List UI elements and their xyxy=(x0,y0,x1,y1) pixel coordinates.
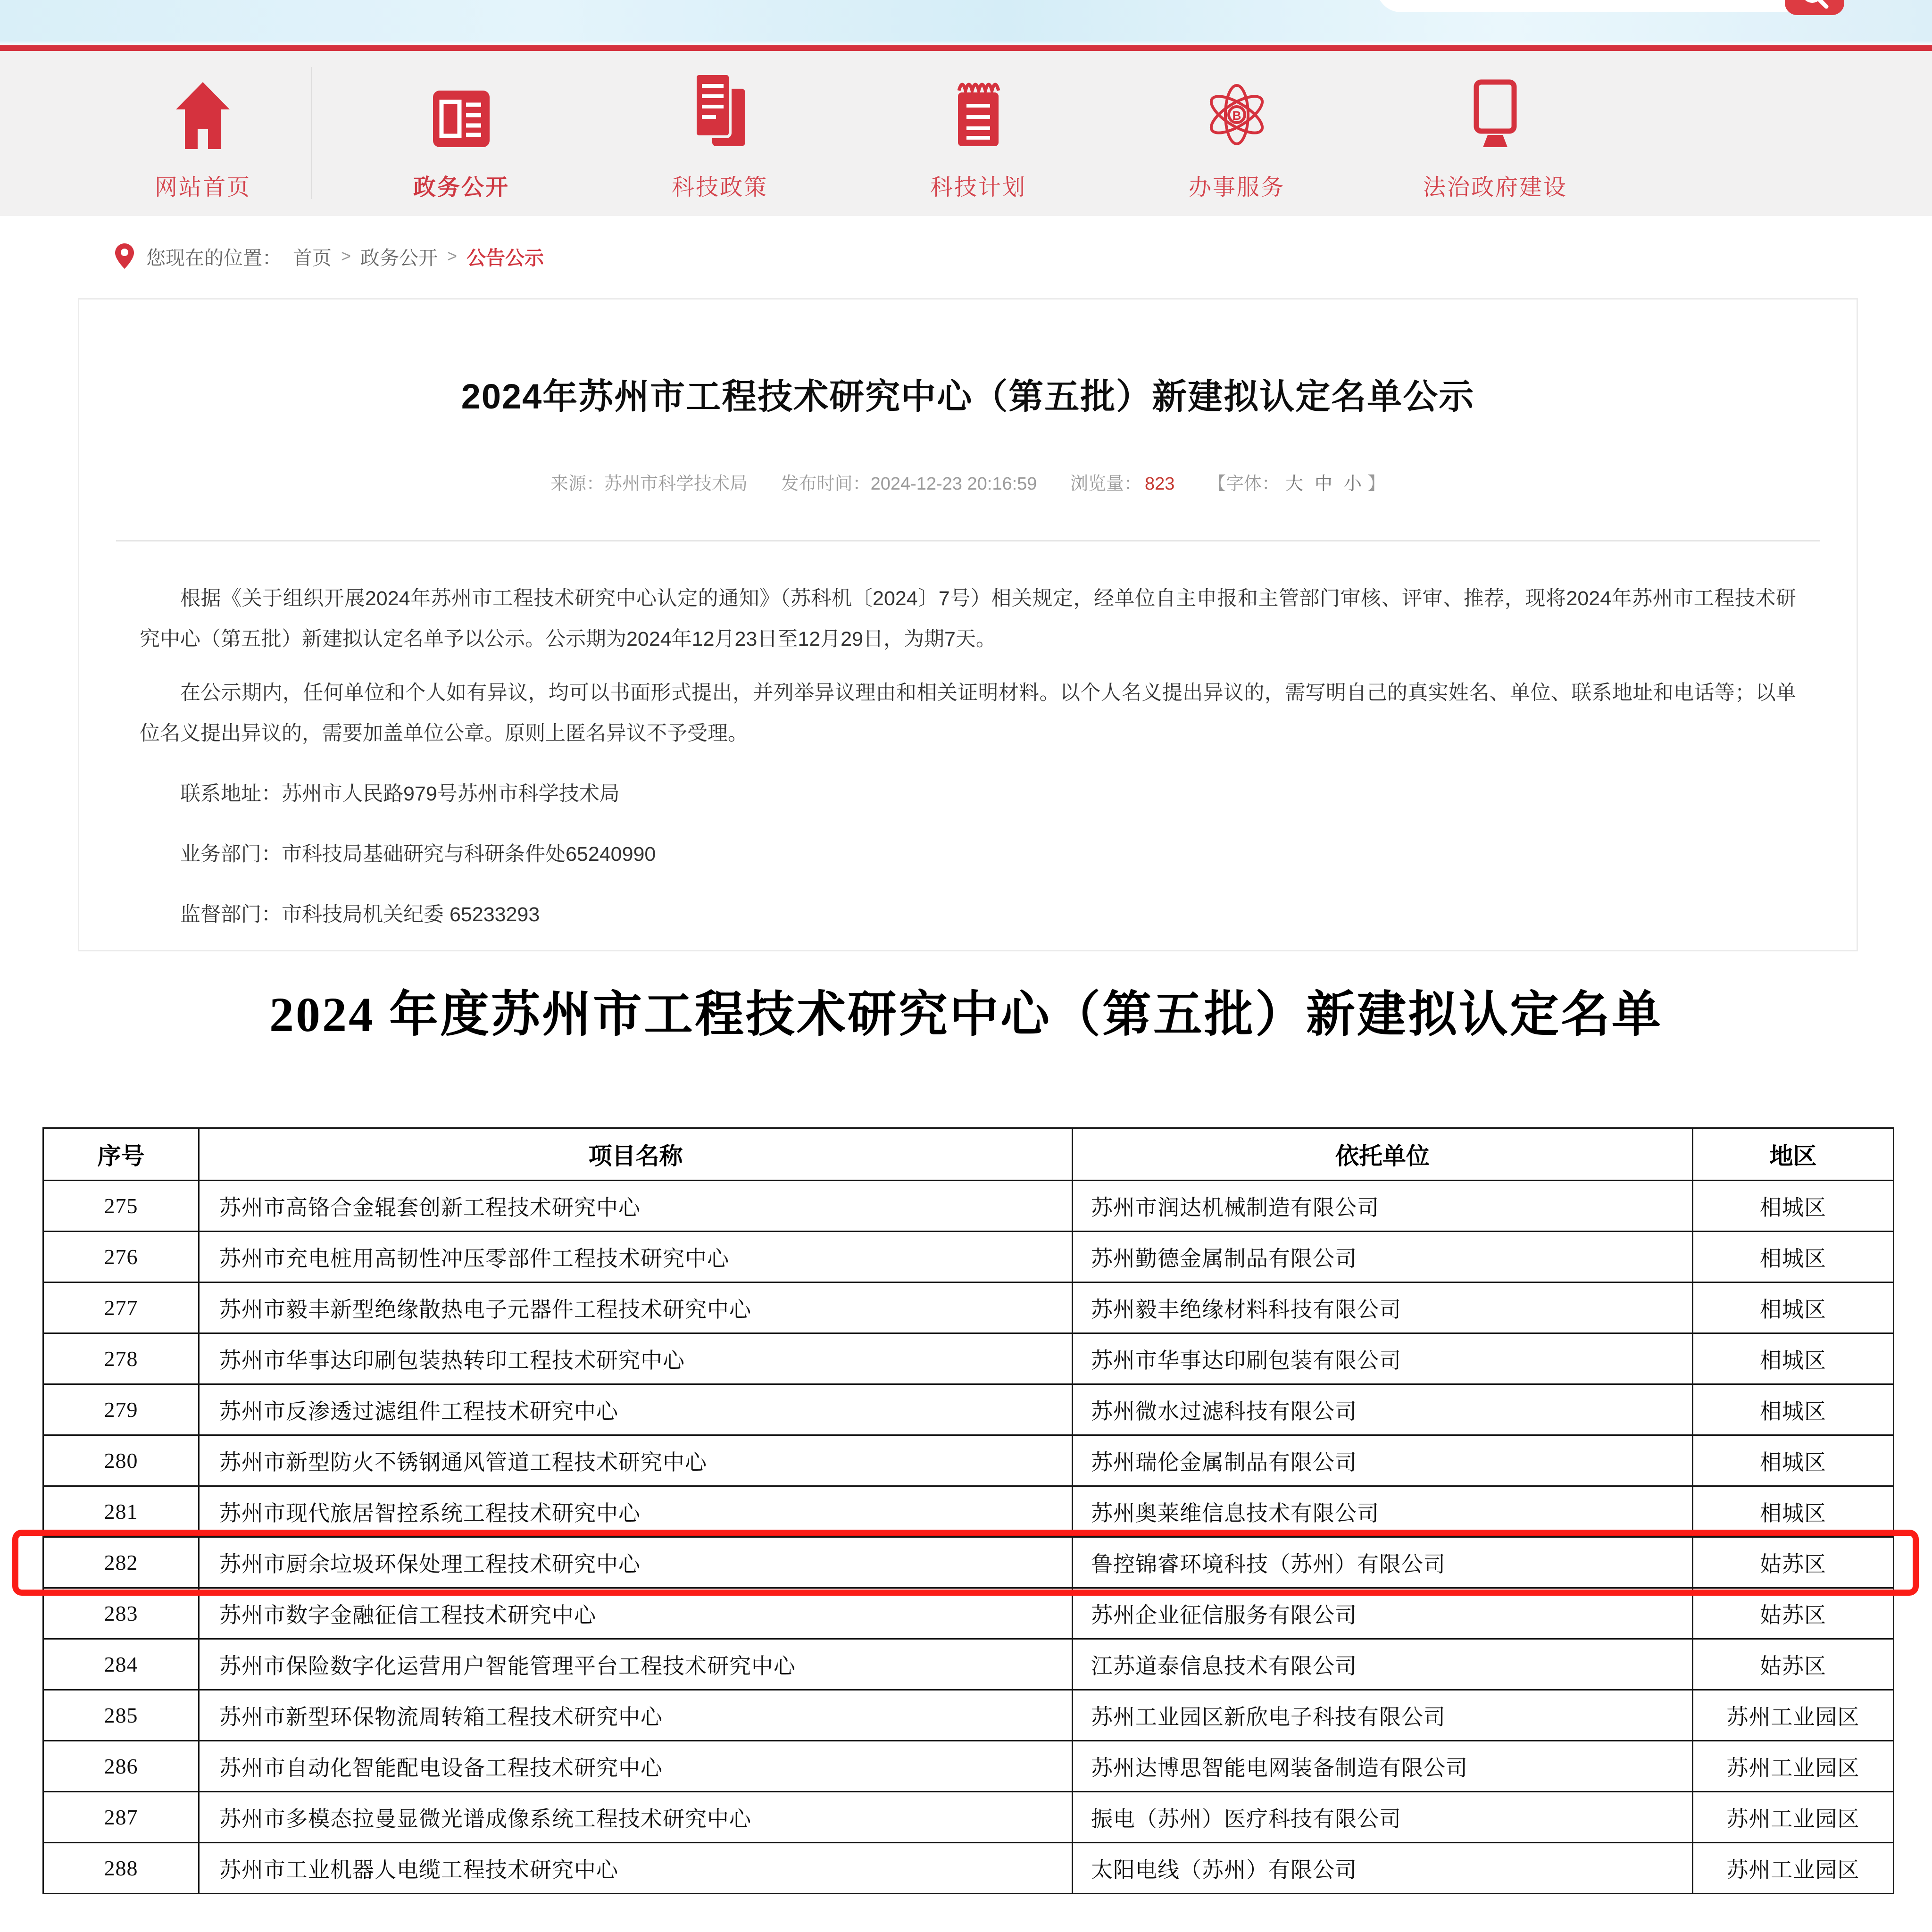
cell-project: 苏州市毅丰新型绝缘散热电子元器件工程技术研究中心 xyxy=(199,1282,1073,1333)
cell-no: 280 xyxy=(43,1435,199,1486)
cell-district: 苏州工业园区 xyxy=(1693,1741,1894,1792)
table-row xyxy=(43,1843,1894,1894)
article-title: 2024年苏州市工程技术研究中心（第五批）新建拟认定名单公示 xyxy=(461,377,1475,416)
cell-no: 277 xyxy=(43,1282,199,1333)
nav-item-tech-policy[interactable] xyxy=(591,51,849,201)
newspaper-icon xyxy=(430,72,492,150)
breadcrumb-gov-info[interactable]: 政务公开 xyxy=(360,247,438,269)
results-table xyxy=(42,1127,1894,1894)
site-header xyxy=(0,0,1932,45)
nav-item-tech-plan[interactable] xyxy=(849,51,1108,201)
cell-no: 278 xyxy=(43,1333,199,1384)
contact-address: 联系地址：苏州市人民路979号苏州市科学技术局 xyxy=(180,782,620,805)
list-heading: 2024 年度苏州市工程技术研究中心（第五批）新建拟认定名单 xyxy=(269,988,1663,1042)
cell-project: 苏州市高铬合金辊套创新工程技术研究中心 xyxy=(199,1181,1073,1232)
cell-no: 284 xyxy=(43,1639,199,1690)
breadcrumb-current: 公告公示 xyxy=(466,247,544,269)
nav-item-label: 法治政府建设 xyxy=(1423,175,1567,200)
font-size-medium-button[interactable]: 中 xyxy=(1315,474,1333,494)
table-row xyxy=(43,1181,1894,1232)
cell-district: 相城区 xyxy=(1693,1333,1894,1384)
cell-no: 281 xyxy=(43,1486,199,1537)
cell-project: 苏州市厨余垃圾环保处理工程技术研究中心 xyxy=(199,1537,1073,1588)
meta-publish-time: 发布时间：2024-12-23 20:16:59 xyxy=(781,474,1037,494)
table-row xyxy=(43,1333,1894,1384)
cell-project: 苏州市新型环保物流周转箱工程技术研究中心 xyxy=(199,1690,1073,1741)
monitor-icon xyxy=(1464,72,1526,150)
svg-text:B: B xyxy=(1232,108,1241,123)
cell-org: 振电（苏州）医疗科技有限公司 xyxy=(1073,1792,1693,1843)
table-row xyxy=(43,1741,1894,1792)
breadcrumb-separator: > xyxy=(447,246,458,266)
breadcrumb xyxy=(0,216,1932,296)
cell-org: 苏州市润达机械制造有限公司 xyxy=(1073,1181,1693,1232)
table-row xyxy=(43,1282,1894,1333)
article-paragraph: 在公示期内，任何单位和个人如有异议，均可以书面形式提出，并列举异议理由和相关证明材料。以个人名义提出异议的，需写明自己的真实姓名、单位、联系地址和电话等；以单位名义提出异议的，需要加盖单位公章。原则上匿名异议不予受理。 xyxy=(140,681,1796,745)
cell-org: 太阳电线（苏州）有限公司 xyxy=(1073,1843,1693,1894)
nav-item-gov-info[interactable] xyxy=(332,51,591,201)
search-button[interactable] xyxy=(1785,0,1844,15)
location-pin-icon xyxy=(115,243,134,269)
cell-org: 苏州企业征信服务有限公司 xyxy=(1073,1588,1693,1639)
cell-org: 苏州瑞伦金属制品有限公司 xyxy=(1073,1435,1693,1486)
cell-district: 相城区 xyxy=(1693,1282,1894,1333)
cell-org: 苏州奥莱维信息技术有限公司 xyxy=(1073,1486,1693,1537)
cell-project: 苏州市保险数字化运营用户智能管理平台工程技术研究中心 xyxy=(199,1639,1073,1690)
table-row xyxy=(43,1537,1894,1588)
cell-org: 江苏道泰信息技术有限公司 xyxy=(1073,1639,1693,1690)
cell-no: 275 xyxy=(43,1181,199,1232)
table-header-row xyxy=(43,1128,1894,1181)
nav-item-label: 科技计划 xyxy=(930,175,1026,200)
column-header-3: 地区 xyxy=(1693,1128,1894,1181)
article-meta xyxy=(79,469,1857,495)
table-row xyxy=(43,1639,1894,1690)
cell-org: 苏州毅丰绝缘材料科技有限公司 xyxy=(1073,1282,1693,1333)
main-nav xyxy=(0,51,1932,216)
cell-district: 相城区 xyxy=(1693,1232,1894,1282)
table-row xyxy=(43,1486,1894,1537)
column-header-1: 项目名称 xyxy=(199,1128,1073,1181)
cell-project: 苏州市数字金融征信工程技术研究中心 xyxy=(199,1588,1073,1639)
cell-project: 苏州市工业机器人电缆工程技术研究中心 xyxy=(199,1843,1073,1894)
nav-separator xyxy=(311,67,312,199)
breadcrumb-prefix: 您现在的位置： xyxy=(146,247,282,269)
search-input[interactable] xyxy=(1376,0,1788,12)
cell-project: 苏州市现代旅居智控系统工程技术研究中心 xyxy=(199,1486,1073,1537)
notepad-icon xyxy=(952,72,1004,150)
cell-no: 282 xyxy=(43,1537,199,1588)
cell-district: 姑苏区 xyxy=(1693,1537,1894,1588)
header-red-divider xyxy=(0,45,1932,51)
cell-org: 苏州微水过滤科技有限公司 xyxy=(1073,1384,1693,1435)
cell-district: 苏州工业园区 xyxy=(1693,1792,1894,1843)
cell-org: 苏州市华事达印刷包装有限公司 xyxy=(1073,1333,1693,1384)
cell-project: 苏州市充电桩用高韧性冲压零部件工程技术研究中心 xyxy=(199,1232,1073,1282)
nav-item-services[interactable] xyxy=(1108,51,1366,201)
table-row xyxy=(43,1384,1894,1435)
documents-icon xyxy=(691,72,748,150)
views-count: 823 xyxy=(1145,474,1175,494)
cell-no: 283 xyxy=(43,1588,199,1639)
cell-no: 285 xyxy=(43,1690,199,1741)
article-body xyxy=(140,578,1796,935)
table-row xyxy=(43,1232,1894,1282)
article-panel xyxy=(78,298,1858,951)
cell-district: 姑苏区 xyxy=(1693,1588,1894,1639)
column-header-0: 序号 xyxy=(43,1128,199,1181)
cell-district: 相城区 xyxy=(1693,1435,1894,1486)
cell-district: 相城区 xyxy=(1693,1384,1894,1435)
cell-district: 姑苏区 xyxy=(1693,1639,1894,1690)
breadcrumb-separator: > xyxy=(341,246,351,266)
cell-project: 苏州市自动化智能配电设备工程技术研究中心 xyxy=(199,1741,1073,1792)
nav-item-label: 科技政策 xyxy=(671,175,768,200)
table-row xyxy=(43,1588,1894,1639)
cell-org: 苏州工业园区新欣电子科技有限公司 xyxy=(1073,1690,1693,1741)
article-paragraph: 根据《关于组织开展2024年苏州市工程技术研究中心认定的通知》（苏科机〔2024〕7号）相关规定，经单位自主申报和主管部门审核、评审、推荐，现将2024年苏州市工程技术研究中心（第五批）新建拟认定名单予以公示。公示期为2024年12月23日至12月29日，为期7天。 xyxy=(140,587,1796,650)
home-icon xyxy=(172,72,233,150)
meta-views: 浏览量： 823 xyxy=(1070,474,1175,494)
cell-no: 288 xyxy=(43,1843,199,1894)
cell-no: 276 xyxy=(43,1232,199,1282)
meta-source: 来源：苏州市科学技术局 xyxy=(550,474,748,494)
font-size-large-button[interactable]: 大 xyxy=(1285,474,1303,494)
cell-no: 287 xyxy=(43,1792,199,1843)
contact-business-dept: 业务部门：市科技局基础研究与科研条件处65240990 xyxy=(180,842,656,866)
contact-supervision-dept: 监督部门：市科技局机关纪委 65233293 xyxy=(180,903,540,926)
cell-district: 苏州工业园区 xyxy=(1693,1843,1894,1894)
cell-no: 279 xyxy=(43,1384,199,1435)
table-row xyxy=(43,1690,1894,1741)
nav-item-label: 办事服务 xyxy=(1188,175,1285,200)
table-row xyxy=(43,1435,1894,1486)
breadcrumb-home[interactable]: 首页 xyxy=(293,247,332,269)
cell-project: 苏州市新型防火不锈钢通风管道工程技术研究中心 xyxy=(199,1435,1073,1486)
cell-district: 相城区 xyxy=(1693,1181,1894,1232)
column-header-2: 依托单位 xyxy=(1073,1128,1693,1181)
nav-item-label: 网站首页 xyxy=(154,175,251,200)
cell-project: 苏州市华事达印刷包装热转印工程技术研究中心 xyxy=(199,1333,1073,1384)
nav-item-label: 政务公开 xyxy=(413,175,509,200)
nav-item-law-gov[interactable] xyxy=(1366,51,1624,201)
cell-project: 苏州市反渗透过滤组件工程技术研究中心 xyxy=(199,1384,1073,1435)
cell-project: 苏州市多模态拉曼显微光谱成像系统工程技术研究中心 xyxy=(199,1792,1073,1843)
meta-font-size-controls: 【字体： 大 中 小 】 xyxy=(1208,474,1386,494)
meta-divider xyxy=(116,540,1820,541)
cell-org: 鲁控锦睿环境科技（苏州）有限公司 xyxy=(1073,1537,1693,1588)
cell-district: 相城区 xyxy=(1693,1486,1894,1537)
cell-district: 苏州工业园区 xyxy=(1693,1690,1894,1741)
nav-item-home[interactable] xyxy=(74,51,332,201)
table-row xyxy=(43,1792,1894,1843)
cell-org: 苏州达博思智能电网装备制造有限公司 xyxy=(1073,1741,1693,1792)
atom-icon xyxy=(1201,72,1272,150)
font-size-small-button[interactable]: 小 xyxy=(1344,474,1362,494)
search-bar xyxy=(1376,0,1844,15)
cell-org: 苏州勤德金属制品有限公司 xyxy=(1073,1232,1693,1282)
cell-no: 286 xyxy=(43,1741,199,1792)
